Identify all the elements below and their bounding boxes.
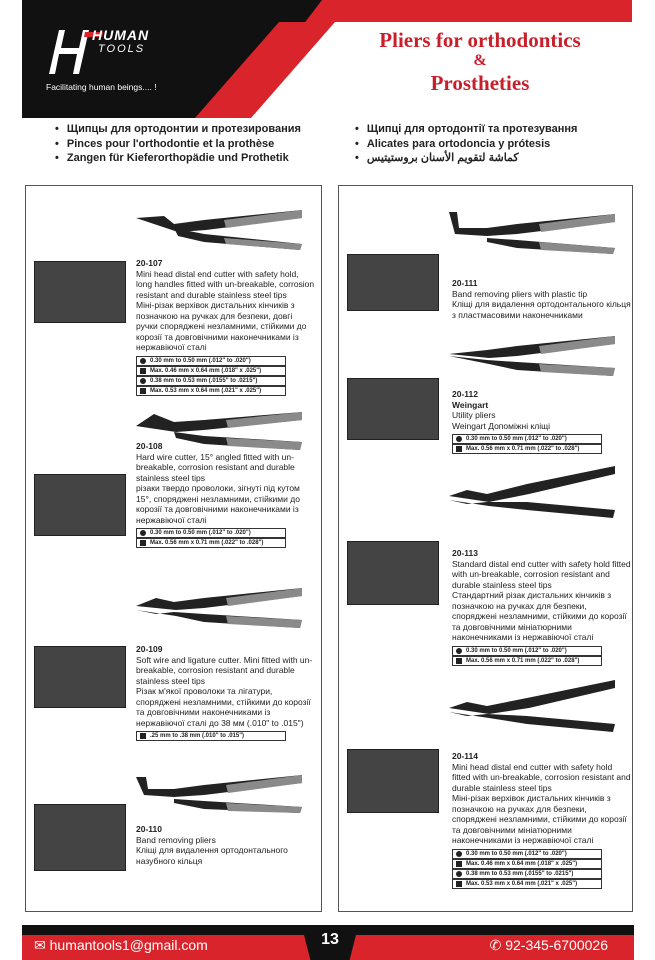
language-item: • Zangen für Kieferorthopädie und Prothetik bbox=[55, 152, 289, 164]
language-item: • Alicates para ortodoncia y prótesis bbox=[355, 137, 551, 150]
product-20-113 bbox=[452, 548, 632, 666]
pliers-20-112-icon bbox=[447, 334, 617, 378]
pliers-20-107-icon bbox=[134, 204, 304, 252]
phone-text: 92-345-6700026 bbox=[505, 937, 608, 953]
spec-row: Max. 0.56 mm x 0.71 mm (.022" to .028") bbox=[136, 538, 286, 548]
product-20-108 bbox=[136, 441, 316, 548]
page-footer bbox=[22, 925, 634, 960]
spec-row: Max. 0.46 mm x 0.64 mm (.018" x .025") bbox=[136, 366, 286, 376]
logo-text-tools: TOOLS bbox=[98, 43, 146, 55]
round-wire-icon bbox=[456, 851, 462, 857]
pliers-20-109-icon bbox=[134, 586, 304, 630]
product-code: 20-112 bbox=[452, 389, 478, 399]
language-item: • Щипцы для ортодонтии и протезирования bbox=[55, 123, 301, 135]
language-item: • Pinces pour l'orthodontie et la prothèse bbox=[55, 137, 275, 150]
spec-row: 0.38 mm to 0.53 mm (.0155" to .0215") bbox=[452, 869, 602, 879]
spec-row: .25 mm to .38 mm (.010" to .015") bbox=[136, 731, 286, 741]
round-wire-icon bbox=[456, 436, 462, 442]
spec-row: 0.30 mm to 0.50 mm (.012" to .020") bbox=[452, 849, 602, 859]
title-line-3: Prostheties bbox=[430, 71, 530, 95]
spec-row: Max. 0.46 mm x 0.64 mm (.018" x .025") bbox=[452, 859, 602, 869]
product-desc: Hard wire cutter, 15° angled fitted with un-breakable, corrosion resistant and durable stainless steel tips bbox=[136, 451, 295, 483]
product-20-110 bbox=[136, 824, 316, 866]
spec-row: Max. 0.56 mm x 0.71 mm (.022" to .028") bbox=[452, 656, 602, 666]
product-code: 20-111 bbox=[452, 278, 478, 288]
square-wire-icon bbox=[140, 540, 146, 546]
spec-row: 0.30 mm to 0.50 mm (.012" to .020") bbox=[136, 528, 286, 538]
product-desc-ua: Weingart Допоміжні кліщі bbox=[452, 420, 551, 431]
pliers-20-113-icon bbox=[447, 464, 617, 524]
language-item: • Щипці для ортодонтії та протезування bbox=[355, 123, 578, 135]
product-desc: Band removing pliers bbox=[136, 834, 216, 845]
closeup-20-113-image bbox=[347, 541, 439, 605]
product-desc: Band removing pliers with plastic tip bbox=[452, 288, 588, 299]
page-title bbox=[330, 28, 630, 96]
product-20-112 bbox=[452, 389, 632, 454]
spec-row: 0.30 mm to 0.50 mm (.012" to .020") bbox=[136, 356, 286, 366]
pliers-20-110-icon bbox=[134, 771, 304, 815]
product-desc: Utility pliers bbox=[452, 410, 496, 420]
round-wire-icon bbox=[140, 358, 146, 364]
square-wire-icon bbox=[456, 446, 462, 452]
language-item: • كماشة لتقويم الأسنان بروستيتيس bbox=[355, 152, 519, 164]
logo-text-human: HUMAN bbox=[92, 27, 150, 43]
envelope-icon: ✉ bbox=[34, 937, 46, 953]
square-wire-icon bbox=[456, 881, 462, 887]
spec-table bbox=[136, 528, 286, 548]
product-panel-right bbox=[338, 185, 633, 912]
closeup-20-112-image bbox=[347, 378, 439, 440]
product-code: 20-108 bbox=[136, 441, 163, 451]
product-code: 20-110 bbox=[136, 824, 162, 834]
spec-table bbox=[452, 434, 602, 454]
email-text: humantools1@gmail.com bbox=[49, 937, 208, 953]
product-20-109 bbox=[136, 644, 316, 741]
closeup-20-111-image bbox=[347, 254, 439, 311]
product-desc-ua: Різак м'якої проволоки та лігатури, споряджені незламними, стійкими до корозії та довговічними наконечниками із нержавіючої сталі до 38 мм (.010" to .015") bbox=[136, 686, 311, 728]
product-desc: Standard distal end cutter with safety hold fitted with un-breakable, corrosion resistant and durable stainless steel tips bbox=[452, 558, 631, 590]
product-code: 20-113 bbox=[452, 548, 478, 558]
product-desc-ua: Кліщі для видалення ортодонтального назубного кільця bbox=[136, 845, 288, 866]
spec-row: Max. 0.53 mm x 0.64 mm (.021" x .025") bbox=[452, 879, 602, 889]
round-wire-icon bbox=[140, 378, 146, 384]
product-code: 20-107 bbox=[136, 258, 163, 268]
language-list-right bbox=[355, 122, 577, 166]
page-header bbox=[0, 0, 655, 118]
spec-row: Max. 0.53 mm x 0.64 mm (.021" x .025") bbox=[136, 386, 286, 396]
product-20-111 bbox=[452, 278, 632, 320]
product-code: 20-114 bbox=[452, 751, 478, 761]
product-panel-left bbox=[25, 185, 322, 912]
product-code: 20-109 bbox=[136, 644, 163, 654]
square-wire-icon bbox=[456, 658, 462, 664]
pliers-20-111-icon bbox=[447, 208, 617, 256]
title-line-2: & bbox=[473, 52, 487, 69]
product-desc-ua: Стандартний різак дистальних кінчиків з позначкою на ручках для безпеки, споряджені незламними, стійкими до корозії та довговічними мініатюрними наконечниками із нержавіючої сталі bbox=[452, 590, 627, 642]
closeup-20-109-image bbox=[34, 646, 126, 708]
product-desc: Soft wire and ligature cutter. Mini fitted with un-breakable, corrosion resistant and durable stainless steel tips bbox=[136, 654, 313, 686]
title-line-1: Pliers for orthodontics bbox=[379, 28, 581, 52]
product-20-114 bbox=[452, 751, 632, 889]
product-desc-ua: Міні-різак верхівок дистальних кінчиків з позначкою на ручках для безпеки, споряджені незламними, стійкими до корозії та довговічними мініатюрними наконечниками із нержавіючої сталі bbox=[452, 793, 627, 845]
ligature-wire-icon bbox=[140, 733, 146, 739]
spec-row: 0.30 mm to 0.50 mm (.012" to .020") bbox=[452, 646, 602, 656]
spec-row: 0.38 mm to 0.53 mm (.0155" to .0215") bbox=[136, 376, 286, 386]
product-name: Weingart bbox=[452, 399, 489, 410]
closeup-20-110-image bbox=[34, 804, 126, 871]
closeup-20-107-image bbox=[34, 261, 126, 323]
product-desc-ua: різаки твердо проволоки, зігнуті під кутом 15°, споряджені незламними, стійкими до корозії та довговічними наконечниками із нержавіючої сталі bbox=[136, 483, 300, 525]
spec-table bbox=[136, 356, 286, 396]
tagline: Facilitating human beings.... ! bbox=[46, 82, 157, 92]
product-desc-ua: Міні-різак верхівок дистальних кінчиків з позначкою на ручках для безпеки, довгі ручки споряджені незламними, стійкими до корозії та довговічними наконечниками із нержавіючої сталі bbox=[136, 300, 307, 352]
square-wire-icon bbox=[456, 861, 462, 867]
round-wire-icon bbox=[140, 530, 146, 536]
closeup-20-114-image bbox=[347, 749, 439, 813]
pliers-20-114-icon bbox=[447, 678, 617, 738]
product-20-107 bbox=[136, 258, 316, 396]
round-wire-icon bbox=[456, 871, 462, 877]
spec-table bbox=[136, 731, 286, 741]
spec-row: 0.30 mm to 0.50 mm (.012" to .020") bbox=[452, 434, 602, 444]
product-desc: Mini head distal end cutter with safety hold fitted with un-breakable, corrosion resistant and durable stainless steel tips bbox=[452, 761, 631, 793]
closeup-20-108-image bbox=[34, 474, 126, 536]
round-wire-icon bbox=[456, 648, 462, 654]
spec-row: Max. 0.56 mm x 0.71 mm (.022" to .028") bbox=[452, 444, 602, 454]
footer-email[interactable] bbox=[34, 937, 208, 954]
page-number: 13 bbox=[321, 931, 339, 948]
language-list-left bbox=[55, 122, 301, 166]
spec-table bbox=[452, 849, 602, 889]
product-desc-ua: Кліщі для видалення ортодонтального кільця з пластмасовими наконечниками bbox=[452, 299, 631, 320]
square-wire-icon bbox=[140, 368, 146, 374]
square-wire-icon bbox=[140, 388, 146, 394]
product-desc: Mini head distal end cutter with safety hold, long handles fitted with un-breakable, corrosion resistant and durable stainless steel tips bbox=[136, 268, 315, 300]
spec-table bbox=[452, 646, 602, 666]
whatsapp-icon: ✆ bbox=[489, 937, 502, 953]
footer-phone[interactable] bbox=[490, 937, 608, 954]
